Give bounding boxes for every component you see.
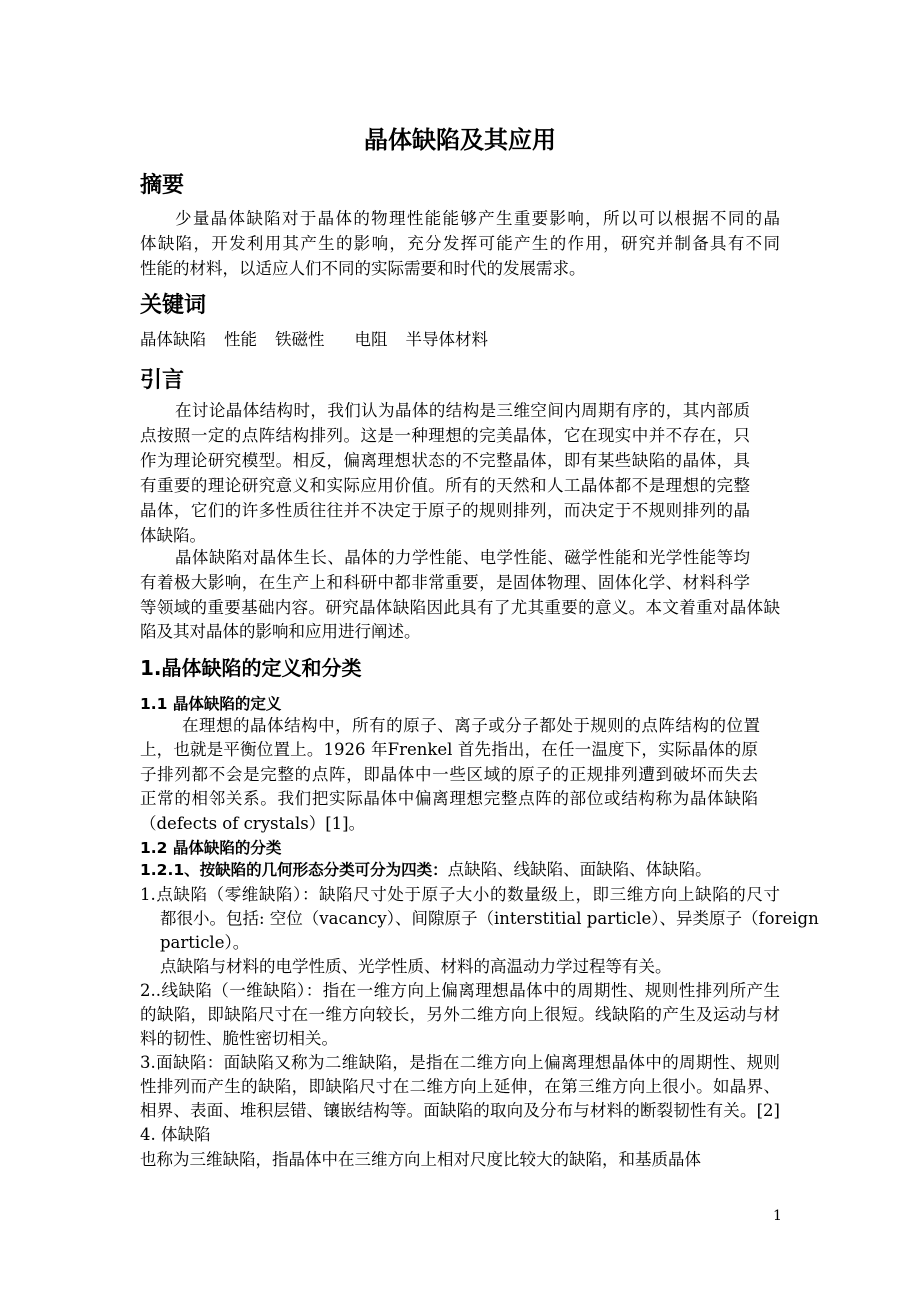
body-line: 正常的相邻关系。我们把实际晶体中偏离理想完整点阵的部位或结构称为晶体缺陷	[140, 789, 758, 808]
body-line: 在理想的晶体结构中，所有的原子、离子或分子都处于规则的点阵结构的位置	[182, 716, 760, 735]
intro-line: 在讨论晶体结构时，我们认为晶体的结构是三维空间内周期有序的，其内部质	[175, 401, 750, 420]
document-title: 晶体缺陷及其应用	[364, 126, 556, 154]
intro-line: 作为理论研究模型。相反，偏离理想状态的不完整晶体，即有某些缺陷的晶体，具	[140, 451, 750, 470]
volume-defect-line: 也称为三维缺陷，指晶体中在三维方向上相对尺度比较大的缺陷，和基质晶体	[140, 1150, 701, 1169]
section-1-1-heading: 1.1 晶体缺陷的定义	[140, 695, 282, 713]
keyword: 铁磁性	[275, 330, 325, 349]
body-line: 上，也就是平衡位置上。1926 年Frenkel 首先指出，在任一温度下，实际晶体的原	[140, 740, 758, 759]
section-1-heading: 1.晶体缺陷的定义和分类	[140, 656, 362, 680]
body-line: （defects of crystals）[1]。	[140, 814, 366, 833]
section-1-2-1-heading: 1.2.1、按缺陷的几何形态分类可分为四类：	[140, 861, 448, 879]
intro-line: 陷及其对晶体的影响和应用进行阐述。	[140, 622, 421, 641]
body-line: 子排列都不会是完整的点阵，即晶体中一些区域的原子的正规排列遭到破坏而失去	[140, 765, 758, 784]
volume-defect-heading: 4. 体缺陷	[140, 1125, 211, 1144]
intro-line: 有着极大影响，在生产上和科研中都非常重要，是固体物理、固体化学、材料科学	[140, 573, 750, 592]
keywords-heading: 关键词	[140, 293, 207, 318]
plane-defect-line: 3.面缺陷：面缺陷又称为二维缺陷，是指在二维方向上偏离理想晶体中的周期性、规则	[140, 1053, 780, 1072]
plane-defect-line: 性排列而产生的缺陷，即缺陷尺寸在二维方向上延伸，在第三维方向上很小。如晶界、	[140, 1077, 780, 1096]
intro-line: 点按照一定的点阵结构排列。这是一种理想的完美晶体，它在现实中并不存在，只	[140, 426, 750, 445]
plane-defect-line: 相界、表面、堆积层错、镶嵌结构等。面缺陷的取向及分布与材料的断裂韧性有关。[2]	[140, 1101, 780, 1120]
defect-types: 点缺陷、线缺陷、面缺陷、体缺陷。	[447, 860, 712, 879]
keyword: 半导体材料	[405, 330, 488, 349]
section-1-2-heading: 1.2 晶体缺陷的分类	[140, 839, 282, 857]
point-defect-line: 1.点缺陷（零维缺陷）：缺陷尺寸处于原子大小的数量级上，即三维方向上缺陷的尺寸	[140, 885, 780, 904]
intro-heading: 引言	[140, 368, 185, 393]
point-defect-line: 点缺陷与材料的电学性质、光学性质、材料的高温动力学过程等有关。	[160, 957, 672, 976]
intro-line: 体缺陷。	[140, 526, 206, 545]
intro-line: 等领域的重要基础内容。研究晶体缺陷因此具有了尤其重要的意义。本文着重对晶体缺	[140, 598, 780, 617]
page-number: 1	[773, 1208, 782, 1224]
intro-line: 晶体，它们的许多性质往往并不决定于原子的规则排列，而决定于不规则排列的晶	[140, 501, 750, 520]
point-defect-line: particle）。	[160, 933, 250, 952]
abstract-line: 性能的材料，以适应人们不同的实际需要和时代的发展需求。	[140, 259, 586, 278]
abstract-heading: 摘要	[140, 173, 185, 198]
keywords-list	[140, 329, 488, 351]
abstract-line: 少量晶体缺陷对于晶体的物理性能能够产生重要影响，所以可以根据不同的晶	[175, 209, 780, 228]
keyword: 电阻	[354, 330, 388, 349]
line-defect-line: 的缺陷，即缺陷尺寸在一维方向较长，另外二维方向上很短。线缺陷的产生及运动与材	[140, 1005, 780, 1024]
intro-line: 晶体缺陷对晶体生长、晶体的力学性能、电学性能、磁学性能和光学性能等均	[175, 548, 750, 567]
keyword: 性能	[224, 330, 257, 349]
line-defect-line: 料的韧性、脆性密切相关。	[140, 1029, 338, 1048]
intro-line: 有重要的理论研究意义和实际应用价值。所有的天然和人工晶体都不是理想的完整	[140, 476, 750, 495]
section-1-2-1-line	[140, 859, 712, 881]
line-defect-line: 2..线缺陷（一维缺陷）：指在一维方向上偏离理想晶体中的周期性、规则性排列所产生	[140, 981, 780, 1000]
keyword: 晶体缺陷	[140, 330, 206, 349]
abstract-line: 体缺陷，开发利用其产生的影响，充分发挥可能产生的作用，研究并制备具有不同	[140, 234, 780, 253]
point-defect-line: 都很小。包括: 空位（vacancy）、间隙原子（interstitial particle）、异类原子（foreign	[160, 909, 819, 928]
